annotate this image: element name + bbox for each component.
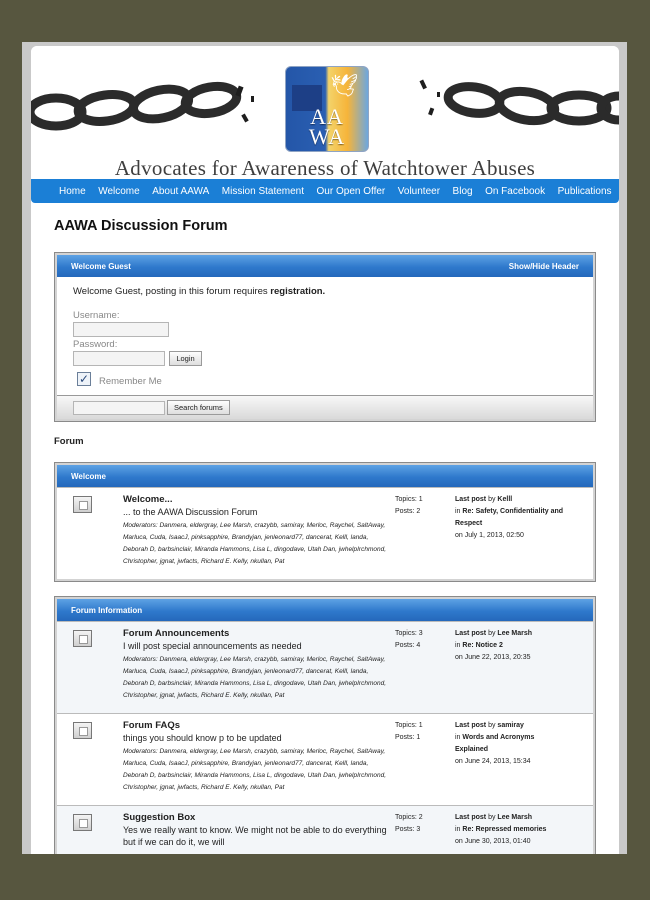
forum-description: Yes we really want to know. We might not be able to do everything but if we can do it, we will [123, 825, 387, 847]
nav-publications[interactable]: Publications [557, 185, 612, 197]
forum-topics: Topics: 3 [395, 630, 423, 637]
page-title: AAWA Discussion Forum [54, 218, 228, 234]
forum-posts: Posts: 3 [395, 826, 421, 833]
last-post-author[interactable]: Lee Marsh [497, 814, 533, 821]
category-header [57, 465, 593, 487]
logo-text-line2: WA [308, 124, 346, 149]
nav-home[interactable]: Home [59, 185, 86, 197]
registration-link[interactable]: registration. [270, 286, 326, 297]
password-input[interactable] [73, 351, 165, 366]
forum-posts: Posts: 2 [395, 508, 421, 515]
last-post-author[interactable]: Lee Marsh [497, 630, 533, 637]
page [31, 46, 619, 854]
username-label: Username: [73, 310, 120, 321]
forum-row [57, 487, 593, 579]
forum-last-post: Last post by samiray in Words and Acronyms Explained on June 24, 2013, 15:34 [455, 720, 567, 801]
show-hide-header-link[interactable]: Show/Hide Header [508, 261, 579, 271]
last-post-date: on July 1, 2013, 02:50 [455, 532, 524, 539]
search-input[interactable] [73, 401, 165, 415]
nav-volunteer[interactable]: Volunteer [397, 185, 441, 197]
nav-blog[interactable]: Blog [452, 185, 473, 197]
forum-moderators: Moderators: Danmera, eldergray, Lee Marsh, crazybb, samiray, Merloc, Raychel, SaltAway, Marluca, Cuda, IsaacJ, pinksapphire, Brandyjan, jenleonard77, dancerat, Kelll, landa, Deborah D, barbsinclair, Miranda Hammons, Lisa L, dingodave, Utah Dan, jwhelpIrchmond, Christopher, jgnat, jwfacts, Richard E. Kelly, nkullan, Pat [123, 656, 387, 699]
category-title[interactable]: Forum Information [71, 605, 143, 615]
nav-open-offer[interactable]: Our Open Offer [316, 185, 386, 197]
forum-description: ... to the AAWA Discussion Forum [123, 507, 258, 517]
forum-section-label: Forum [54, 436, 84, 447]
last-post-topic[interactable]: Words and Acronyms Explained [455, 734, 535, 753]
dove-icon: 🕊 [330, 73, 358, 98]
forum-title[interactable]: Forum Announcements [123, 628, 230, 639]
login-button[interactable]: Login [169, 351, 202, 366]
last-post-author[interactable]: samiray [497, 722, 524, 729]
last-post-topic[interactable]: Re: Repressed memories [462, 826, 547, 833]
forum-row [57, 805, 593, 854]
forum-last-post: Last post by Kelll in Re: Safety, Confidentiality and Respect on July 1, 2013, 02:50 [455, 494, 567, 575]
last-post-topic[interactable]: Re: Safety, Confidentiality and Respect [455, 508, 564, 527]
login-panel-header [57, 255, 593, 277]
forum-title[interactable]: Suggestion Box [123, 812, 196, 823]
username-input[interactable] [73, 322, 169, 337]
site-banner [31, 46, 619, 179]
site-title: Advocates for Awareness of Watchtower Abuses [114, 156, 536, 180]
chain-left-image [31, 74, 261, 144]
forum-last-post: Last post by Lee Marsh in Re: Repressed memories on June 30, 2013, 01:40 [455, 812, 567, 854]
category-forum-information [54, 596, 596, 854]
last-post-date: on June 22, 2013, 20:35 [455, 654, 531, 661]
forum-row [57, 713, 593, 805]
main-nav [31, 179, 619, 203]
forum-icon [73, 722, 92, 739]
remember-me-checkbox[interactable]: ✓ [78, 371, 90, 386]
remember-me-label: Remember Me [99, 376, 162, 387]
search-forums-button[interactable]: Search forums [167, 400, 230, 415]
forum-moderators: Moderators: Danmera, eldergray, Lee Marsh, crazybb, samiray, Merloc, Raychel, SaltAway, Marluca, Cuda, IsaacJ, pinksapphire, Brandyjan, jenleonard77, dancerat, Kelll, landa, Deborah D, barbsinclair, Miranda Hammons, Lisa L, dingodave, Utah Dan, jwhelpIrchmond, Christopher, jgnat, jwfacts, Richard E. Kelly, nkullan, Pat [123, 522, 387, 565]
nav-mission[interactable]: Mission Statement [221, 185, 305, 197]
forum-icon [73, 814, 92, 831]
forum-row [57, 621, 593, 713]
forum-icon [73, 630, 92, 647]
forum-topics: Topics: 1 [395, 722, 423, 729]
password-label: Password: [73, 339, 118, 350]
login-header-title: Welcome Guest [71, 261, 131, 271]
welcome-message [73, 286, 577, 297]
last-post-date: on June 24, 2013, 15:34 [455, 758, 531, 765]
forum-icon [73, 496, 92, 513]
category-title[interactable]: Welcome [71, 471, 106, 481]
forum-posts: Posts: 4 [395, 642, 421, 649]
last-post-author[interactable]: Kelll [497, 496, 513, 503]
nav-about[interactable]: About AAWA [152, 185, 210, 197]
forum-topics: Topics: 2 [395, 814, 423, 821]
forum-title[interactable]: Welcome... [123, 494, 173, 505]
category-header [57, 599, 593, 621]
welcome-text: Welcome Guest, posting in this forum requires [73, 286, 271, 297]
forum-title[interactable]: Forum FAQs [123, 720, 181, 731]
forum-last-post: Last post by Lee Marsh in Re: Notice 2 on June 22, 2013, 20:35 [455, 628, 567, 709]
forum-topics: Topics: 1 [395, 496, 423, 503]
logo-text-line1: AA [310, 104, 344, 129]
forum-description: I will post special announcements as needed [123, 641, 302, 651]
chain-right-image [419, 72, 619, 142]
aawa-logo[interactable] [285, 66, 369, 152]
forum-posts: Posts: 1 [395, 734, 421, 741]
last-post-date: on June 30, 2013, 01:40 [455, 838, 531, 845]
nav-welcome[interactable]: Welcome [98, 185, 140, 197]
forum-description: things you should know p to be updated [123, 733, 282, 743]
forum-moderators: Moderators: Danmera, eldergray, Lee Marsh, crazybb, samiray, Merloc, Raychel, SaltAway, Marluca, Cuda, IsaacJ, pinksapphire, Brandyjan, jenleonard77, dancerat, Kelll, landa, Deborah D, barbsinclair, Miranda Hammons, Lisa L, dingodave, Utah Dan, jwhelpIrchmond, Christopher, jgnat, jwfacts, Richard E. Kelly, nkullan, Pat [123, 748, 387, 791]
category-welcome [54, 462, 596, 582]
search-bar [57, 395, 593, 419]
last-post-topic[interactable]: Re: Notice 2 [462, 642, 503, 649]
nav-facebook[interactable]: On Facebook [485, 185, 546, 197]
login-panel [54, 252, 596, 422]
